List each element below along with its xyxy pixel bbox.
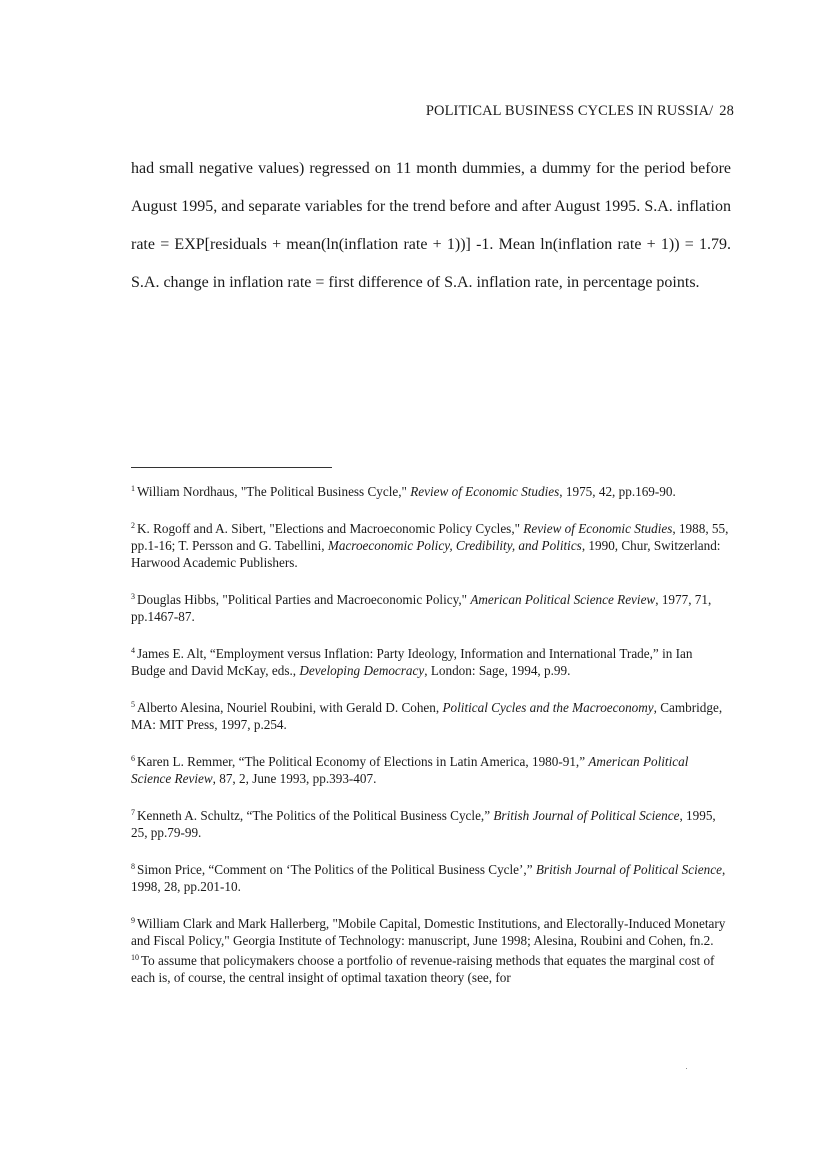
footnote-8 <box>131 858 729 895</box>
footnote-text: , London: Sage, 1994, p.99. <box>424 663 571 678</box>
running-head <box>426 103 734 120</box>
footnote-1 <box>131 480 729 500</box>
footnote-source-title: Political Cycles and the Macroeconomy <box>442 700 654 715</box>
footnote-2 <box>131 517 729 571</box>
footnote-source-title: Review of Economic Studies <box>410 484 560 499</box>
footnote-source-title: British Journal of Political Science <box>535 862 722 877</box>
footnote-number: 4 <box>131 646 135 655</box>
footnote-source-title: Developing Democracy <box>299 663 425 678</box>
footnote-text: Alberto Alesina, Nouriel Roubini, with Gerald D. Cohen, <box>137 700 443 715</box>
footnote-text: , Cambridge, MA: MIT Press, 1997, p.254. <box>131 700 723 732</box>
footnote-text: , 1977, 71, pp.1467-87. <box>131 592 712 624</box>
body-paragraph: had small negative values) regressed on 11 month dummies, a dummy for the period before August 1995, and separate variables for the trend before and after August 1995. S.A. inflation rate = EXP[residuals + mean(ln(inflation rate + 1))] -1. Mean ln(inflation rate + 1)) = 1.79. S.A. change in inflation rate = first difference of S.A. inflation rate, in percentage points. <box>131 160 731 291</box>
footnote-number: 2 <box>131 521 135 530</box>
footnote-text: Simon Price, “Comment on ‘The Politics of the Political Business Cycle’,” <box>137 862 536 877</box>
footnote-text: Kenneth A. Schultz, “The Politics of the Political Business Cycle,” <box>137 808 494 823</box>
footnote-number: 7 <box>131 808 135 817</box>
footnote-text: , 87, 2, June 1993, pp.393-407. <box>212 771 377 786</box>
footnote-text: , 1988, 55, pp.1-16; T. Persson and G. Tabellini, <box>131 521 729 553</box>
footnote-7 <box>131 804 729 841</box>
footnote-text: Karen L. Remmer, “The Political Economy of Elections in Latin America, 1980-91,” <box>137 754 589 769</box>
footnote-number: 10 <box>131 953 139 962</box>
footnote-number: 6 <box>131 754 135 763</box>
footnotes <box>131 480 729 986</box>
footnote-number: 8 <box>131 862 135 871</box>
footnote-text: William Clark and Mark Hallerberg, "Mobile Capital, Domestic Institutions, and Electorally-Induced Monetary and Fiscal Policy," Georgia Institute of Technology: manuscript, June 1998; Alesina, Roubini and Cohen, fn.2. <box>131 916 726 948</box>
footnote-source-title: British Journal of Political Science <box>493 808 680 823</box>
footnote-3 <box>131 588 729 625</box>
footnote-text: William Nordhaus, "The Political Business Cycle," <box>137 484 411 499</box>
footnote-number: 9 <box>131 916 135 925</box>
footnote-text: James E. Alt, “Employment versus Inflation: Party Ideology, Information and International Trade,” in Ian Budge and David McKay, eds., <box>131 646 693 678</box>
footnote-text: , 1998, 28, pp.201-10. <box>131 862 726 894</box>
footnote-number: 5 <box>131 700 135 709</box>
footnote-source-title: Review of Economic Studies <box>523 521 673 536</box>
footnote-10 <box>131 949 729 986</box>
footnote-text: , 1975, 42, pp.169-90. <box>559 484 676 499</box>
footnote-text: K. Rogoff and A. Sibert, "Elections and Macroeconomic Policy Cycles," <box>137 521 524 536</box>
body-text <box>131 150 731 302</box>
footnote-source-title: American Political Science Review <box>131 754 689 786</box>
footnote-number: 1 <box>131 484 135 493</box>
footnote-9 <box>131 912 729 949</box>
running-title: POLITICAL BUSINESS CYCLES IN RUSSIA/ <box>425 103 714 119</box>
footnote-separator <box>131 467 332 468</box>
footnote-6 <box>131 750 729 787</box>
footnote-number: 3 <box>131 592 135 601</box>
footnote-4 <box>131 642 729 679</box>
footnote-text: , 1995, 25, pp.79-99. <box>131 808 716 840</box>
scan-speck <box>686 1068 687 1069</box>
footnote-5 <box>131 696 729 733</box>
footnote-text: Douglas Hibbs, "Political Parties and Macroeconomic Policy," <box>137 592 471 607</box>
page-number: 28 <box>719 103 734 119</box>
footnote-source-title: Macroeconomic Policy, Credibility, and Politics <box>327 538 582 553</box>
footnote-text: , 1990, Chur, Switzerland: Harwood Academic Publishers. <box>131 538 721 570</box>
footnote-source-title: American Political Science Review <box>470 592 656 607</box>
footnote-text: To assume that policymakers choose a portfolio of revenue-raising methods that equates the marginal cost of each is, of course, the central insight of optimal taxation theory (see, for <box>131 953 715 985</box>
